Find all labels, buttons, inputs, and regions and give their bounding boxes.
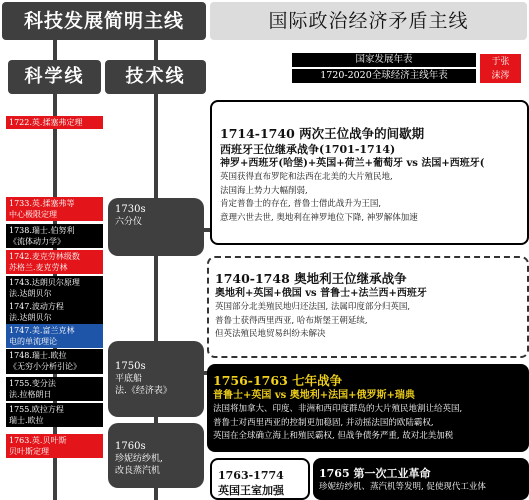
tech-item-year: 1730s: [115, 204, 146, 215]
left-header-title: 科技发展简明主线: [2, 2, 206, 40]
event-parties: 普鲁士+英国 vs 奥地利+法国+俄罗斯+瑞典: [213, 390, 415, 401]
event-body-line: 英国部分北美殖民地归还法国, 法属印度部分归英国,: [215, 302, 411, 312]
event-body-line: 肯定普鲁士的存在, 普鲁士借此战升为王国,: [220, 199, 382, 209]
science-item: 1733.英.揉塞弗等 中心极限定理: [6, 197, 103, 221]
event-panel: [313, 458, 529, 500]
event-parties: 神罗+西班牙(哈堡)+英国+荷兰+葡萄牙 vs 法国+西班牙(: [220, 158, 485, 169]
science-item: 1738.瑞士.伯努利 《流体动力学》: [6, 224, 103, 248]
science-item: 1763.英.贝叶斯 贝叶斯定理: [6, 434, 103, 458]
event-panel: [210, 458, 310, 500]
tech-item-text: 珍妮纺纱机, 改良蒸汽机: [115, 454, 163, 476]
event-subtitle: 西班牙王位继承战争(1701-1714): [220, 143, 396, 156]
event-body-line: 英国在全球确立海上和殖民霸权, 但战争债务严重, 故对北美加税: [213, 431, 454, 441]
event-title: 1763-1774: [218, 469, 284, 482]
author-line-1: 于张: [491, 57, 510, 67]
event-title: 1714-1740 两次王位战争的间歇期: [220, 126, 425, 141]
science-item: 1742.麦克劳林级数 苏格兰.麦克劳林: [6, 250, 103, 274]
tech-item-year: 1750s: [115, 361, 146, 372]
event-body-line: 普鲁士获得西里西亚, 哈布斯堡王朝延续,: [215, 315, 368, 326]
tech-item-text: 六分仪: [115, 217, 143, 227]
tech-item: [108, 341, 204, 417]
event-body-line: 意理六世去世, 奥地利在神罗地位下降, 神罗解体加速: [220, 212, 418, 223]
science-item: 1755.变分法 法.拉格朗日: [6, 377, 103, 401]
event-panel: [210, 100, 529, 245]
event-panel: [207, 256, 529, 358]
author-badge: [480, 54, 521, 83]
event-title: 1740-1748 奥地利王位继承战争: [215, 271, 407, 286]
event-title: 1765 第一次工业革命: [319, 467, 431, 480]
legend-national-chronology: 国家发展年表: [292, 53, 476, 67]
event-body-line: 普鲁士对西里西亚的控制更加稳固, 并动摇法国的欧陆霸权,: [213, 417, 434, 428]
event-body-line: 珍妮纺纱机、蒸汽机等发明, 促使现代工业体: [319, 482, 486, 492]
tech-column-header: 技术线: [105, 60, 206, 94]
author-line-2: 沫涔: [491, 71, 510, 81]
tech-item-year: 1760s: [115, 441, 146, 452]
event-body-line: 法国将加拿大、印度、非洲和西印度群岛的大片殖民地割让给英国,: [213, 404, 463, 414]
event-title: 1756-1763 七年战争: [213, 373, 343, 388]
event-body-line: 法国海上势力大幅削弱,: [220, 185, 308, 196]
legend-global-economy: 1720-2020全球经济主线年表: [292, 69, 476, 83]
tech-item: [108, 423, 204, 488]
science-item: 1743.达朗贝尔原理 法.达朗贝尔: [6, 276, 103, 300]
right-header-title: 国际政治经济矛盾主线: [210, 2, 527, 40]
science-item: 1755.欧拉方程 瑞士.欧拉: [6, 403, 103, 427]
tech-item-text: 平底船 法.《经济表》: [115, 374, 172, 396]
event-parties: 奥地利+英国+俄国 vs 普鲁士+法兰西+西班牙: [215, 288, 427, 299]
event-body-line: 但英法殖民地贸易纠纷未解决: [215, 329, 326, 339]
event-panel: [207, 364, 529, 452]
event-subtitle: 英国王室加强: [218, 484, 284, 497]
science-item: 1747.美.富兰克林 电的单流理论: [6, 324, 103, 348]
tech-item: [108, 198, 204, 256]
connector-right-top: [154, 40, 158, 60]
event-body-line: 英国获得直布罗陀和法西在北美的大片殖民地,: [220, 172, 393, 182]
connector-left-top: [53, 40, 57, 60]
science-item: 1747.波动方程 法.达朗贝尔: [6, 300, 103, 324]
science-item: 1722.英.揉塞弗定理: [6, 116, 103, 129]
science-item: 1748.瑞士.欧拉 《无穷小分析引论》: [6, 349, 103, 374]
science-column-header: 科学线: [8, 60, 101, 94]
